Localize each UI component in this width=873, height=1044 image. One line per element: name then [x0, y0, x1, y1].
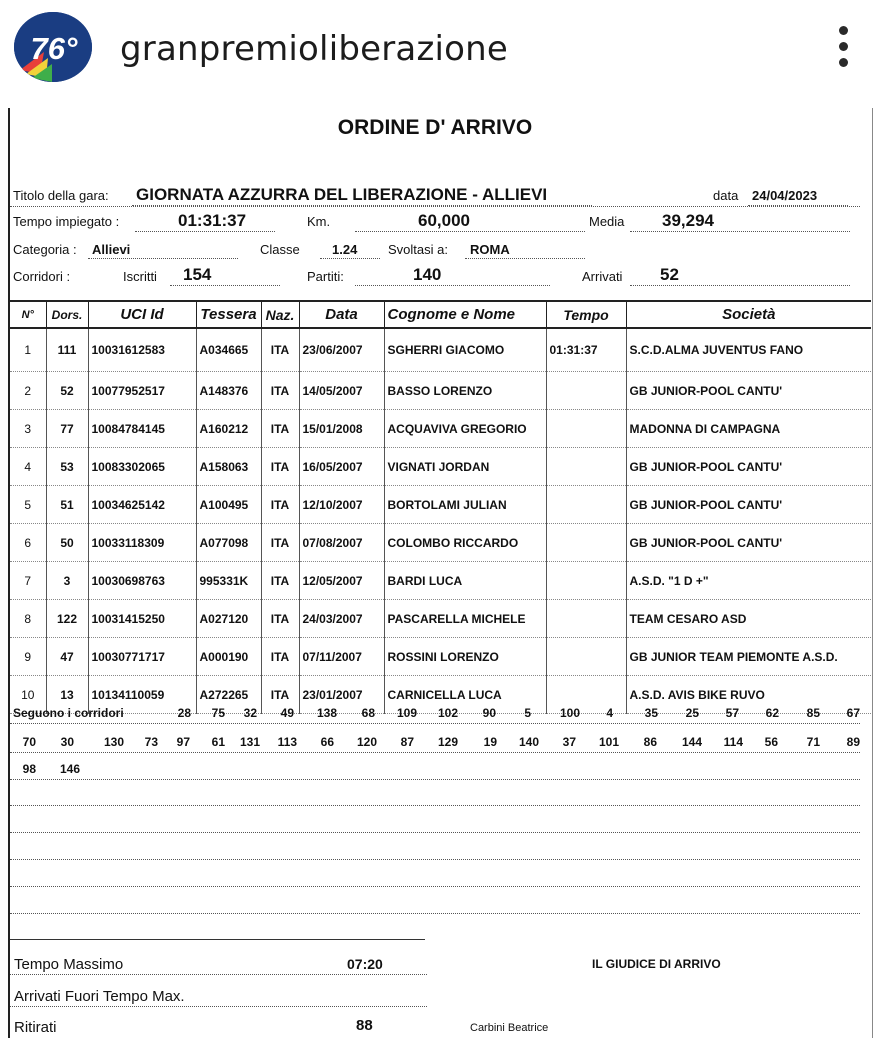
following-rider-number: 97 [176, 735, 190, 749]
cell-dors: 47 [46, 638, 88, 676]
judge-name: Carbini Beatrice [470, 1022, 549, 1034]
cell-tempo [546, 410, 626, 448]
table-header-row [10, 301, 871, 328]
col-header-tempo: Tempo [546, 301, 626, 328]
cell-dors: 52 [46, 372, 88, 410]
cell-societa: GB JUNIOR-POOL CANTU' [626, 448, 871, 486]
table-row [10, 638, 871, 676]
following-rider-number: 86 [643, 735, 657, 749]
following-rider-number: 100 [559, 706, 580, 720]
cell-societa: S.C.D.ALMA JUVENTUS FANO [626, 328, 871, 372]
following-rider-number: 35 [644, 706, 658, 720]
post-header [0, 0, 873, 100]
label-titolo: Titolo della gara: [13, 188, 109, 203]
col-header-pos: N° [10, 301, 46, 328]
cell-pos: 10 [10, 676, 46, 714]
following-rider-number: 85 [806, 706, 820, 720]
following-rider-number: 32 [243, 706, 257, 720]
table-row [10, 328, 871, 372]
following-rider-number: 25 [685, 706, 699, 720]
following-rider-number: 140 [518, 735, 539, 749]
table-row [10, 486, 871, 524]
race-media: 39,294 [662, 211, 714, 230]
label-classe: Classe [260, 242, 300, 257]
cell-tempo [546, 372, 626, 410]
cell-tessera: A160212 [196, 410, 261, 448]
cell-naz: ITA [261, 448, 299, 486]
document-title: ORDINE D' ARRIVO [337, 116, 533, 139]
following-rider-number: 5 [524, 706, 531, 720]
logo-icon [14, 12, 92, 82]
cell-tessera: A000190 [196, 638, 261, 676]
cell-naz: ITA [261, 410, 299, 448]
seguono-label: Seguono i corridori [13, 706, 124, 720]
following-rider-number: 71 [806, 735, 820, 749]
label-media: Media [589, 214, 625, 229]
following-rider-number: 102 [437, 706, 458, 720]
cell-naz: ITA [261, 524, 299, 562]
cell-societa: A.S.D. AVIS BIKE RUVO [626, 676, 871, 714]
label-categoria: Categoria : [13, 242, 77, 257]
cell-nome: COLOMBO RICCARDO [384, 524, 546, 562]
following-rider-number: 146 [59, 762, 80, 776]
label-corridori: Corridori : [13, 269, 71, 284]
label-partiti: Partiti: [307, 269, 344, 284]
col-header-societa: Società [626, 301, 871, 328]
following-rider-number: 87 [400, 735, 414, 749]
race-iscritti: 154 [183, 265, 212, 284]
col-header-nome: Cognome e Nome [384, 301, 546, 328]
cell-dors: 111 [46, 328, 88, 372]
race-km: 60,000 [418, 211, 470, 230]
cell-data: 15/01/2008 [299, 410, 384, 448]
account-avatar[interactable] [14, 12, 92, 82]
cell-pos: 6 [10, 524, 46, 562]
race-title: GIORNATA AZZURRA DEL LIBERAZIONE - ALLIEVI [136, 185, 548, 204]
cell-nome: SGHERRI GIACOMO [384, 328, 546, 372]
cell-naz: ITA [261, 562, 299, 600]
following-rider-number: 129 [437, 735, 458, 749]
cell-data: 12/10/2007 [299, 486, 384, 524]
label-svoltasi: Svoltasi a: [388, 242, 448, 257]
cell-uci: 10031415250 [88, 600, 196, 638]
judge-title: IL GIUDICE DI ARRIVO [592, 957, 721, 971]
cell-societa: GB JUNIOR-POOL CANTU' [626, 486, 871, 524]
ritirati-value: 88 [356, 1017, 373, 1034]
following-rider-number: 113 [277, 735, 297, 749]
following-rider-number: 57 [725, 706, 739, 720]
cell-dors: 3 [46, 562, 88, 600]
table-row [10, 562, 871, 600]
logo-text: 76° [30, 31, 78, 66]
following-rider-number: 49 [280, 706, 294, 720]
race-time: 01:31:37 [178, 211, 247, 230]
cell-nome: ROSSINI LORENZO [384, 638, 546, 676]
following-rider-number: 144 [681, 735, 702, 749]
cell-dors: 77 [46, 410, 88, 448]
cell-tessera: A034665 [196, 328, 261, 372]
following-rider-number: 75 [211, 706, 225, 720]
cell-tempo [546, 638, 626, 676]
cell-dors: 122 [46, 600, 88, 638]
cell-nome: VIGNATI JORDAN [384, 448, 546, 486]
following-rider-number: 56 [764, 735, 778, 749]
cell-pos: 8 [10, 600, 46, 638]
following-rider-number: 4 [606, 706, 613, 720]
cell-naz: ITA [261, 372, 299, 410]
cell-data: 12/05/2007 [299, 562, 384, 600]
cell-naz: ITA [261, 676, 299, 714]
cell-data: 23/01/2007 [299, 676, 384, 714]
cell-uci: 10084784145 [88, 410, 196, 448]
cell-uci: 10031612583 [88, 328, 196, 372]
cell-pos: 7 [10, 562, 46, 600]
cell-nome: BARDI LUCA [384, 562, 546, 600]
cell-nome: BORTOLAMI JULIAN [384, 486, 546, 524]
following-rider-number: 19 [483, 735, 497, 749]
label-arrivati: Arrivati [582, 269, 623, 284]
race-svoltasi: ROMA [470, 242, 510, 257]
following-rider-number: 66 [320, 735, 334, 749]
cell-tempo [546, 600, 626, 638]
cell-data: 07/08/2007 [299, 524, 384, 562]
cell-pos: 1 [10, 328, 46, 372]
cell-naz: ITA [261, 328, 299, 372]
cell-tessera: A027120 [196, 600, 261, 638]
cell-nome: CARNICELLA LUCA [384, 676, 546, 714]
cell-tempo [546, 448, 626, 486]
cell-data: 24/03/2007 [299, 600, 384, 638]
col-header-data: Data [299, 301, 384, 328]
label-data: data [713, 188, 739, 203]
following-rider-number: 37 [562, 735, 576, 749]
cell-data: 07/11/2007 [299, 638, 384, 676]
cell-pos: 3 [10, 410, 46, 448]
following-rider-number: 68 [361, 706, 375, 720]
cell-naz: ITA [261, 638, 299, 676]
account-name[interactable]: granpremioliberazione [120, 29, 509, 69]
cell-tempo [546, 486, 626, 524]
col-header-naz: Naz. [261, 301, 299, 328]
table-row [10, 410, 871, 448]
label-fuori-tempo: Arrivati Fuori Tempo Max. [14, 988, 185, 1005]
cell-tessera: A148376 [196, 372, 261, 410]
cell-pos: 9 [10, 638, 46, 676]
cell-data: 23/06/2007 [299, 328, 384, 372]
cell-uci: 10083302065 [88, 448, 196, 486]
table-row [10, 600, 871, 638]
following-rider-number: 62 [765, 706, 779, 720]
cell-dors: 53 [46, 448, 88, 486]
col-header-uci: UCI Id [88, 301, 196, 328]
following-rider-number: 98 [22, 762, 36, 776]
cell-tempo [546, 562, 626, 600]
cell-dors: 51 [46, 486, 88, 524]
cell-uci: 10030771717 [88, 638, 196, 676]
following-rider-number: 61 [211, 735, 225, 749]
cell-uci: 10034625142 [88, 486, 196, 524]
label-ritirati: Ritirati [14, 1019, 57, 1036]
cell-naz: ITA [261, 486, 299, 524]
cell-nome: ACQUAVIVA GREGORIO [384, 410, 546, 448]
race-date: 24/04/2023 [752, 188, 818, 203]
cell-data: 14/05/2007 [299, 372, 384, 410]
following-rider-number: 30 [60, 735, 74, 749]
cell-uci: 10033118309 [88, 524, 196, 562]
cell-pos: 4 [10, 448, 46, 486]
cell-tessera: 995331K [196, 562, 261, 600]
cell-tessera: A272265 [196, 676, 261, 714]
cell-nome: BASSO LORENZO [384, 372, 546, 410]
cell-uci: 10030698763 [88, 562, 196, 600]
label-km: Km. [307, 214, 331, 229]
label-iscritti: Iscritti [123, 269, 157, 284]
results-table [10, 300, 871, 714]
following-rider-number: 70 [22, 735, 36, 749]
cell-uci: 10077952517 [88, 372, 196, 410]
cell-societa: A.S.D. "1 D +" [626, 562, 871, 600]
cell-data: 16/05/2007 [299, 448, 384, 486]
race-arrivati: 52 [660, 265, 679, 284]
following-rider-number: 89 [846, 735, 860, 749]
table-row [10, 524, 871, 562]
cell-nome: PASCARELLA MICHELE [384, 600, 546, 638]
col-header-tessera: Tessera [196, 301, 261, 328]
more-options-icon[interactable] [828, 24, 858, 70]
cell-pos: 2 [10, 372, 46, 410]
following-rider-number: 114 [723, 735, 743, 749]
col-header-dors: Dors. [46, 301, 88, 328]
label-tempo-massimo: Tempo Massimo [14, 956, 124, 973]
arrival-order-document [8, 108, 873, 1038]
following-rider-number: 28 [177, 706, 191, 720]
race-partiti: 140 [413, 265, 442, 284]
race-classe: 1.24 [332, 242, 358, 257]
cell-tessera: A077098 [196, 524, 261, 562]
cell-societa: GB JUNIOR-POOL CANTU' [626, 372, 871, 410]
cell-uci: 10134110059 [88, 676, 196, 714]
cell-societa: MADONNA DI CAMPAGNA [626, 410, 871, 448]
cell-dors: 13 [46, 676, 88, 714]
race-categoria: Allievi [92, 242, 131, 257]
following-rider-number: 130 [103, 735, 124, 749]
cell-tessera: A158063 [196, 448, 261, 486]
cell-societa: TEAM CESARO ASD [626, 600, 871, 638]
cell-dors: 50 [46, 524, 88, 562]
cell-naz: ITA [261, 600, 299, 638]
cell-tessera: A100495 [196, 486, 261, 524]
following-rider-number: 90 [482, 706, 496, 720]
table-row [10, 372, 871, 410]
following-rider-number: 120 [356, 735, 377, 749]
tempo-massimo-value: 07:20 [347, 956, 383, 972]
following-rider-number: 138 [316, 706, 337, 720]
cell-pos: 5 [10, 486, 46, 524]
following-rider-number: 101 [598, 735, 619, 749]
following-rider-number: 109 [396, 706, 417, 720]
table-row [10, 448, 871, 486]
following-rider-number: 67 [846, 706, 860, 720]
cell-societa: GB JUNIOR TEAM PIEMONTE A.S.D. [626, 638, 871, 676]
cell-tempo: 01:31:37 [546, 328, 626, 372]
label-tempo: Tempo impiegato : [13, 214, 120, 229]
following-rider-number: 131 [239, 735, 260, 749]
cell-tempo [546, 524, 626, 562]
cell-societa: GB JUNIOR-POOL CANTU' [626, 524, 871, 562]
following-rider-number: 73 [144, 735, 158, 749]
